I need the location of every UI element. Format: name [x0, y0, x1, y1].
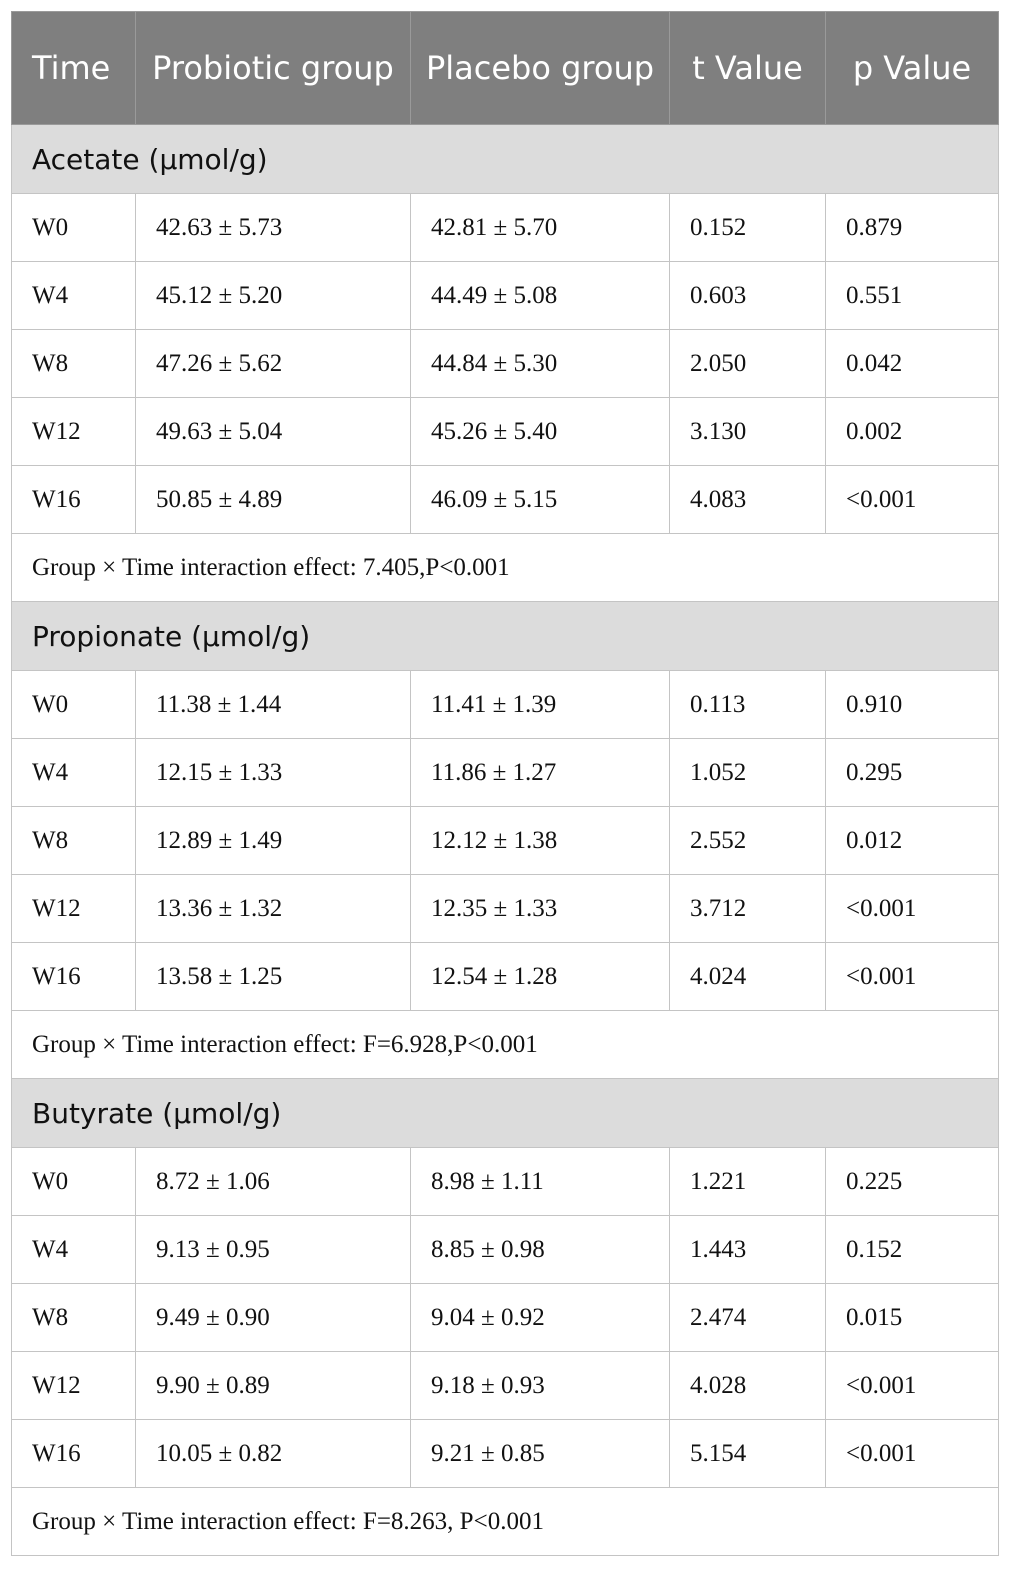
table-row: [12, 1420, 999, 1488]
probiotic-cell: 10.05 ± 0.82: [136, 1420, 411, 1488]
placebo-cell: 11.41 ± 1.39: [411, 671, 670, 739]
table-row: [12, 943, 999, 1011]
section-title: Propionate (μmol/g): [12, 602, 999, 671]
p-value-cell: <0.001: [826, 875, 999, 943]
section-title: Butyrate (μmol/g): [12, 1079, 999, 1148]
time-cell: W0: [12, 671, 136, 739]
table-header: [12, 12, 999, 125]
placebo-cell: 46.09 ± 5.15: [411, 466, 670, 534]
placebo-cell: 42.81 ± 5.70: [411, 194, 670, 262]
interaction-note-row: [12, 1011, 999, 1079]
p-value-cell: 0.295: [826, 739, 999, 807]
p-value-cell: 0.910: [826, 671, 999, 739]
p-value-cell: <0.001: [826, 1352, 999, 1420]
table-row: [12, 194, 999, 262]
interaction-effect-note: Group × Time interaction effect: F=8.263, P<0.001: [12, 1488, 999, 1556]
interaction-note-row: [12, 1488, 999, 1556]
placebo-cell: 44.49 ± 5.08: [411, 262, 670, 330]
header-probiotic-group: Probiotic group: [136, 12, 411, 125]
section-title: Acetate (μmol/g): [12, 125, 999, 194]
p-value-cell: 0.002: [826, 398, 999, 466]
p-value-cell: 0.012: [826, 807, 999, 875]
t-value-cell: 2.474: [670, 1284, 826, 1352]
section-header-row: [12, 602, 999, 671]
section-header-row: [12, 125, 999, 194]
probiotic-cell: 9.90 ± 0.89: [136, 1352, 411, 1420]
probiotic-cell: 50.85 ± 4.89: [136, 466, 411, 534]
t-value-cell: 0.152: [670, 194, 826, 262]
p-value-cell: 0.015: [826, 1284, 999, 1352]
header-p-value: p Value: [826, 12, 999, 125]
probiotic-cell: 12.15 ± 1.33: [136, 739, 411, 807]
table-row: [12, 330, 999, 398]
t-value-cell: 1.443: [670, 1216, 826, 1284]
time-cell: W16: [12, 1420, 136, 1488]
t-value-cell: 0.603: [670, 262, 826, 330]
table-row: [12, 466, 999, 534]
time-cell: W16: [12, 466, 136, 534]
interaction-note-row: [12, 534, 999, 602]
probiotic-cell: 8.72 ± 1.06: [136, 1148, 411, 1216]
p-value-cell: <0.001: [826, 466, 999, 534]
placebo-cell: 45.26 ± 5.40: [411, 398, 670, 466]
time-cell: W12: [12, 875, 136, 943]
t-value-cell: 3.130: [670, 398, 826, 466]
placebo-cell: 12.12 ± 1.38: [411, 807, 670, 875]
probiotic-cell: 11.38 ± 1.44: [136, 671, 411, 739]
placebo-cell: 9.21 ± 0.85: [411, 1420, 670, 1488]
p-value-cell: 0.551: [826, 262, 999, 330]
table-row: [12, 671, 999, 739]
time-cell: W4: [12, 739, 136, 807]
time-cell: W8: [12, 330, 136, 398]
probiotic-cell: 49.63 ± 5.04: [136, 398, 411, 466]
placebo-cell: 11.86 ± 1.27: [411, 739, 670, 807]
placebo-cell: 12.35 ± 1.33: [411, 875, 670, 943]
table-row: [12, 1352, 999, 1420]
placebo-cell: 9.18 ± 0.93: [411, 1352, 670, 1420]
placebo-cell: 12.54 ± 1.28: [411, 943, 670, 1011]
probiotic-cell: 13.58 ± 1.25: [136, 943, 411, 1011]
header-t-value: t Value: [670, 12, 826, 125]
t-value-cell: 2.552: [670, 807, 826, 875]
table-row: [12, 1148, 999, 1216]
probiotic-cell: 42.63 ± 5.73: [136, 194, 411, 262]
p-value-cell: 0.152: [826, 1216, 999, 1284]
t-value-cell: 1.221: [670, 1148, 826, 1216]
probiotic-cell: 13.36 ± 1.32: [136, 875, 411, 943]
t-value-cell: 4.083: [670, 466, 826, 534]
placebo-cell: 44.84 ± 5.30: [411, 330, 670, 398]
interaction-effect-note: Group × Time interaction effect: F=6.928,P<0.001: [12, 1011, 999, 1079]
p-value-cell: 0.225: [826, 1148, 999, 1216]
t-value-cell: 3.712: [670, 875, 826, 943]
table-row: [12, 1284, 999, 1352]
results-table: [11, 11, 999, 1556]
table-row: [12, 807, 999, 875]
table-body: [12, 125, 999, 1556]
placebo-cell: 9.04 ± 0.92: [411, 1284, 670, 1352]
table-row: [12, 1216, 999, 1284]
probiotic-cell: 47.26 ± 5.62: [136, 330, 411, 398]
p-value-cell: 0.879: [826, 194, 999, 262]
table-row: [12, 398, 999, 466]
time-cell: W16: [12, 943, 136, 1011]
time-cell: W0: [12, 1148, 136, 1216]
t-value-cell: 1.052: [670, 739, 826, 807]
header-placebo-group: Placebo group: [411, 12, 670, 125]
t-value-cell: 4.028: [670, 1352, 826, 1420]
time-cell: W4: [12, 262, 136, 330]
probiotic-cell: 9.13 ± 0.95: [136, 1216, 411, 1284]
header-row: [12, 12, 999, 125]
p-value-cell: <0.001: [826, 1420, 999, 1488]
p-value-cell: 0.042: [826, 330, 999, 398]
time-cell: W4: [12, 1216, 136, 1284]
table-row: [12, 875, 999, 943]
placebo-cell: 8.85 ± 0.98: [411, 1216, 670, 1284]
t-value-cell: 5.154: [670, 1420, 826, 1488]
time-cell: W12: [12, 398, 136, 466]
probiotic-cell: 9.49 ± 0.90: [136, 1284, 411, 1352]
table-row: [12, 739, 999, 807]
t-value-cell: 2.050: [670, 330, 826, 398]
time-cell: W8: [12, 1284, 136, 1352]
interaction-effect-note: Group × Time interaction effect: 7.405,P<0.001: [12, 534, 999, 602]
section-header-row: [12, 1079, 999, 1148]
time-cell: W12: [12, 1352, 136, 1420]
probiotic-cell: 45.12 ± 5.20: [136, 262, 411, 330]
p-value-cell: <0.001: [826, 943, 999, 1011]
t-value-cell: 4.024: [670, 943, 826, 1011]
time-cell: W8: [12, 807, 136, 875]
table-row: [12, 262, 999, 330]
header-time: Time: [12, 12, 136, 125]
time-cell: W0: [12, 194, 136, 262]
placebo-cell: 8.98 ± 1.11: [411, 1148, 670, 1216]
t-value-cell: 0.113: [670, 671, 826, 739]
probiotic-cell: 12.89 ± 1.49: [136, 807, 411, 875]
